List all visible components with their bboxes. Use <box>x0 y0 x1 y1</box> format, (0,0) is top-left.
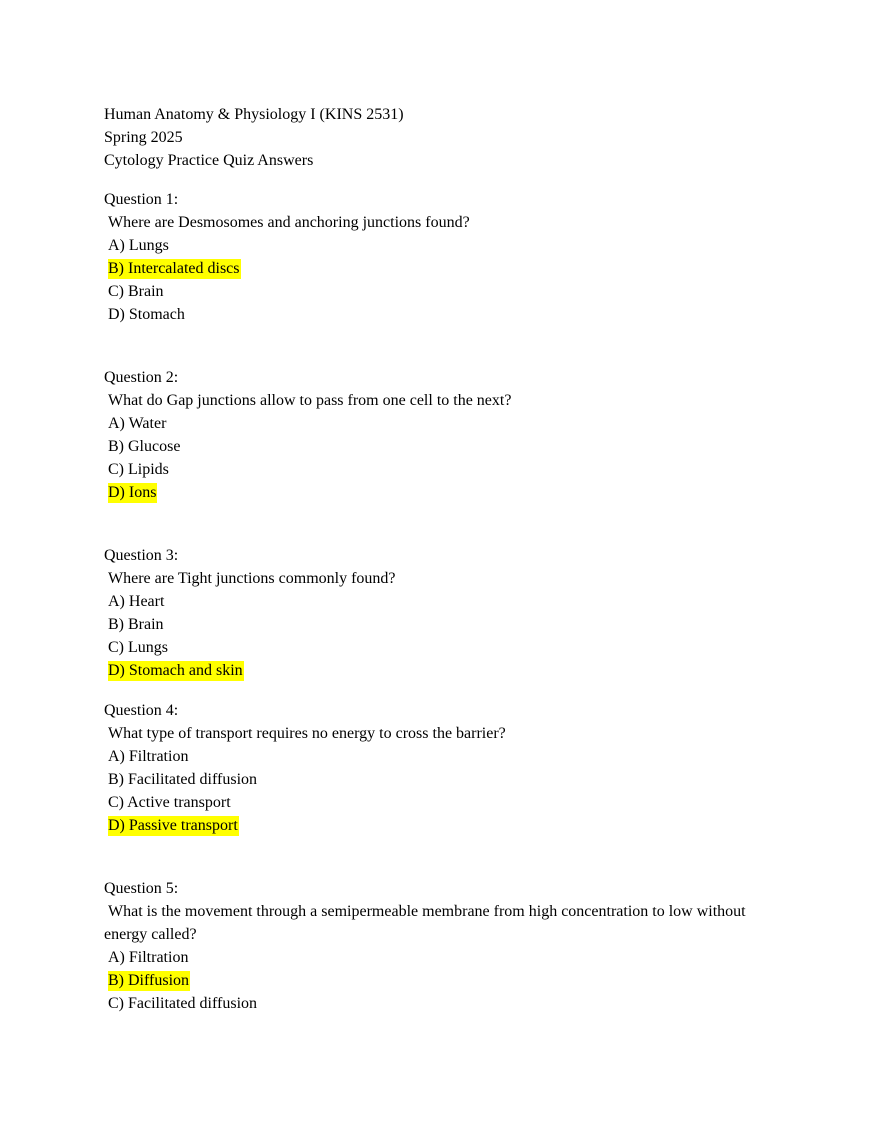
option-b <box>104 613 784 636</box>
option-b-correct <box>104 969 784 992</box>
highlighted-answer: D) Stomach and skin <box>108 662 243 679</box>
option-text: B) Brain <box>108 616 164 633</box>
option-text: A) Filtration <box>108 748 189 765</box>
option-text: C) Lipids <box>108 461 169 478</box>
question-2 <box>104 366 784 504</box>
option-c <box>104 636 784 659</box>
option-text: A) Lungs <box>108 237 169 254</box>
highlighted-answer: B) Diffusion <box>108 972 190 989</box>
highlighted-answer: D) Passive transport <box>108 817 238 834</box>
course-title: Human Anatomy & Physiology I (KINS 2531) <box>104 106 404 123</box>
option-c <box>104 280 784 303</box>
question-3 <box>104 544 784 682</box>
option-d <box>104 303 784 326</box>
option-a <box>104 234 784 257</box>
option-a <box>104 590 784 613</box>
option-b <box>104 435 784 458</box>
option-b <box>104 768 784 791</box>
question-label: Question 5: <box>104 880 179 897</box>
option-text: B) Facilitated diffusion <box>108 771 258 788</box>
option-d-correct <box>104 814 784 837</box>
highlighted-answer: B) Intercalated discs <box>108 260 240 277</box>
question-label: Question 4: <box>104 702 179 719</box>
question-text: Where are Desmosomes and anchoring junctions found? <box>108 214 470 231</box>
question-text: What type of transport requires no energy to cross the barrier? <box>108 725 506 742</box>
option-c <box>104 992 784 1015</box>
document-page <box>104 103 784 1015</box>
option-c <box>104 458 784 481</box>
term: Spring 2025 <box>104 129 183 146</box>
option-b-correct <box>104 257 784 280</box>
question-text: What is the movement through a semipermeable membrane from high concentration to low without energy called? <box>104 903 746 943</box>
question-label: Question 3: <box>104 547 179 564</box>
question-text: What do Gap junctions allow to pass from one cell to the next? <box>108 392 512 409</box>
option-text: B) Glucose <box>108 438 181 455</box>
question-5 <box>104 877 784 1015</box>
question-1 <box>104 188 784 326</box>
option-text: C) Brain <box>108 283 164 300</box>
option-text: C) Facilitated diffusion <box>108 995 258 1012</box>
quiz-title: Cytology Practice Quiz Answers <box>104 152 314 169</box>
question-label: Question 1: <box>104 191 179 208</box>
question-text: Where are Tight junctions commonly found? <box>108 570 396 587</box>
option-text: A) Heart <box>108 593 165 610</box>
option-text: A) Filtration <box>108 949 189 966</box>
option-d-correct <box>104 481 784 504</box>
question-label: Question 2: <box>104 369 179 386</box>
option-a <box>104 412 784 435</box>
option-text: C) Lungs <box>108 639 168 656</box>
option-c <box>104 791 784 814</box>
option-text: D) Stomach <box>108 306 185 323</box>
option-a <box>104 946 784 969</box>
option-text: C) Active transport <box>108 794 231 811</box>
highlighted-answer: D) Ions <box>108 484 157 501</box>
option-a <box>104 745 784 768</box>
option-text: A) Water <box>108 415 167 432</box>
option-d-correct <box>104 659 784 682</box>
question-4 <box>104 699 784 837</box>
